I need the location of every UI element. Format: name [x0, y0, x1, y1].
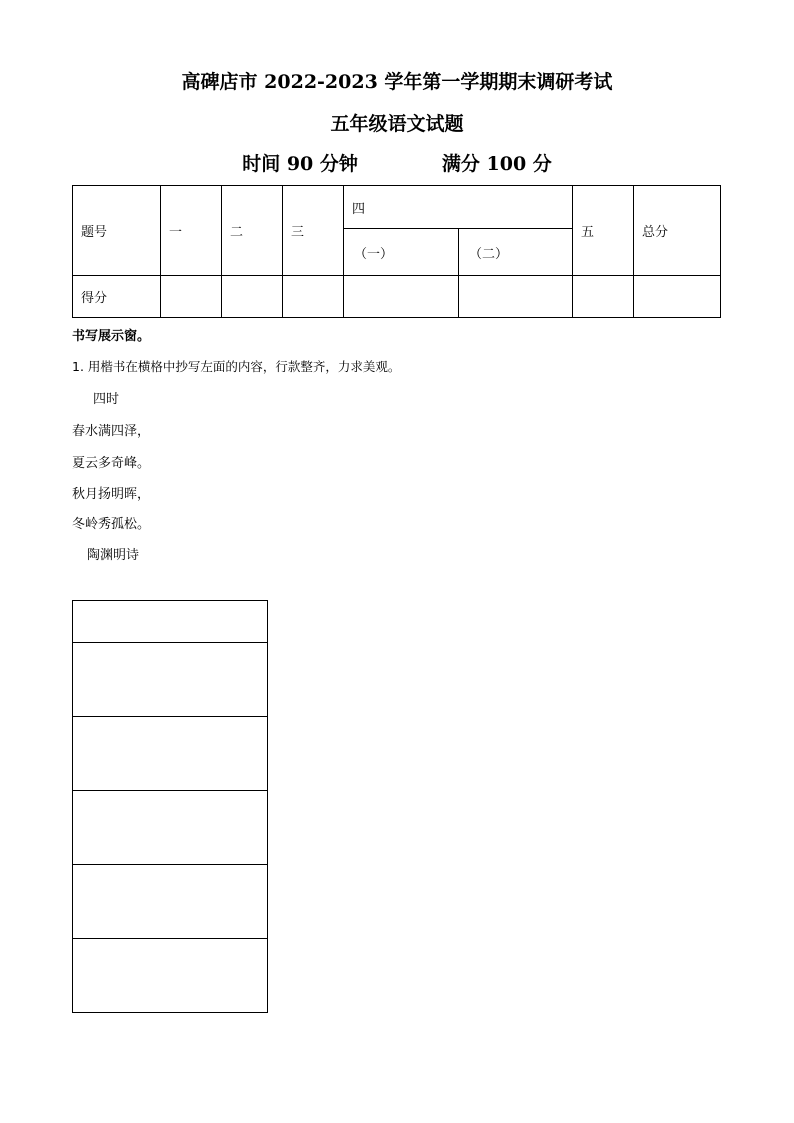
score-cell-4-1[interactable] [344, 276, 459, 318]
exam-full-score: 满分 100 分 [441, 153, 552, 175]
exam-time: 时间 90 分钟 [242, 153, 358, 175]
col-header-4-sub-1: （一） [344, 229, 459, 276]
col-header-1: 一 [161, 186, 222, 276]
poem-title: 四时 [93, 392, 120, 407]
poem-line: 夏云多奇峰。 [72, 456, 151, 471]
writing-grid [72, 600, 268, 1013]
score-table [72, 185, 721, 318]
score-cell-5[interactable] [573, 276, 634, 318]
score-cell-2[interactable] [222, 276, 283, 318]
score-table-score-row [73, 276, 721, 318]
writing-row[interactable] [73, 938, 267, 1012]
exam-title: 高碑店市 2022-2023 学年第一学期期末调研考试 [181, 71, 613, 93]
section-title: 书写展示窗。 [72, 329, 151, 344]
exam-subtitle: 五年级语文试题 [330, 113, 464, 135]
writing-row[interactable] [73, 601, 267, 642]
exam-time-score-line [0, 152, 794, 176]
col-header-total: 总分 [634, 186, 721, 276]
score-table-header-row [73, 186, 721, 229]
col-header-4-sub-2: （二） [459, 229, 573, 276]
col-header-4: 四 [344, 186, 573, 229]
col-header-5: 五 [573, 186, 634, 276]
writing-row[interactable] [73, 790, 267, 864]
score-cell-total[interactable] [634, 276, 721, 318]
poem-line: 春水满四泽， [72, 424, 151, 439]
question-1: 1. 用楷书在横格中抄写左面的内容，行款整齐，力求美观。 [72, 359, 401, 374]
question-number-label: 题号 [73, 186, 161, 276]
writing-row[interactable] [73, 716, 267, 790]
score-cell-3[interactable] [283, 276, 344, 318]
writing-row[interactable] [73, 864, 267, 938]
score-row-label: 得分 [73, 276, 161, 318]
poem-author: 陶渊明诗 [87, 548, 140, 563]
poem-line: 冬岭秀孤松。 [72, 517, 151, 532]
poem-line: 秋月扬明晖， [72, 487, 151, 502]
score-cell-1[interactable] [161, 276, 222, 318]
score-cell-4-2[interactable] [459, 276, 573, 318]
col-header-2: 二 [222, 186, 283, 276]
col-header-3: 三 [283, 186, 344, 276]
writing-row[interactable] [73, 642, 267, 716]
